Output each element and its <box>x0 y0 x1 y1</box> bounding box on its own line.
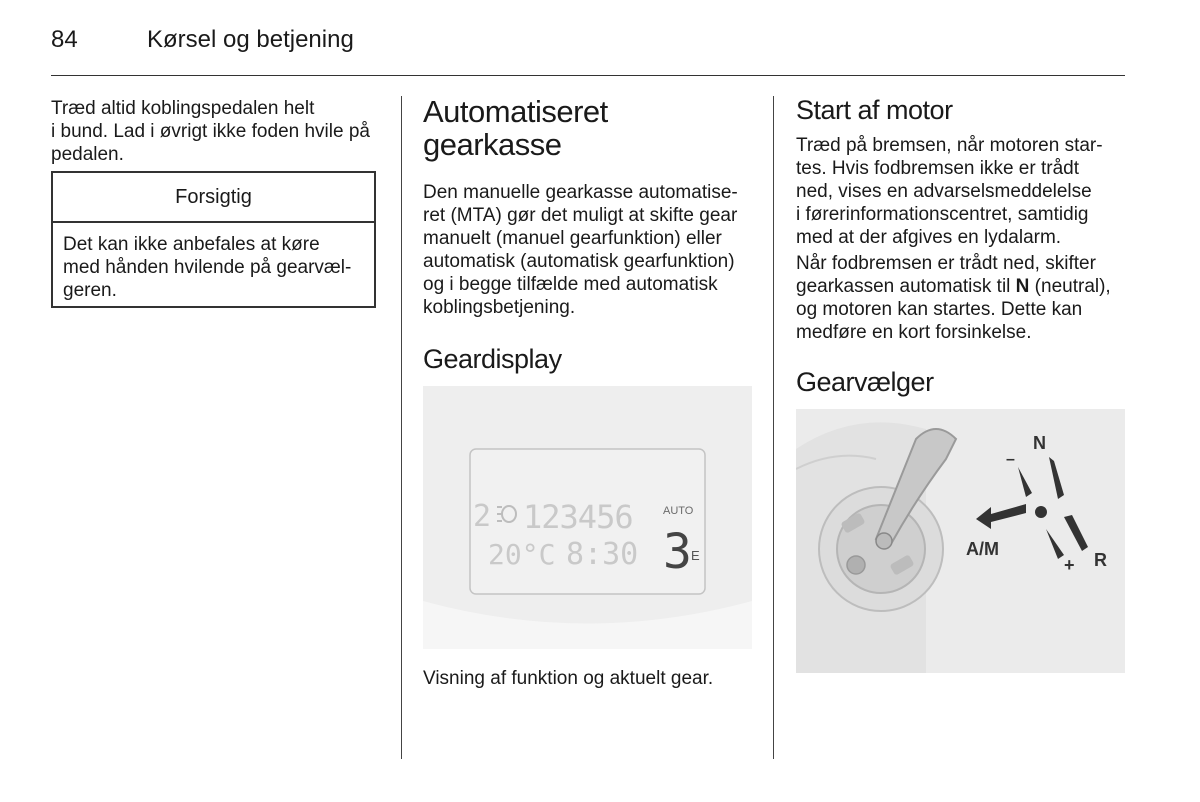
column-divider-2 <box>773 96 774 759</box>
caption-text: Visning af funktion og aktuelt gear. <box>423 668 714 689</box>
text-line: geren. <box>63 280 117 301</box>
gear-selector-illustration <box>796 409 1125 673</box>
section-heading-mta <box>423 95 763 161</box>
figure-caption <box>423 667 763 690</box>
text-line: og motoren kan startes. Dette kan <box>796 299 1083 320</box>
column-divider-1 <box>401 96 402 759</box>
gear-display-illustration <box>423 386 752 649</box>
mta-paragraph <box>423 181 763 319</box>
lcd-clock: 8:30 <box>566 537 639 572</box>
text-line: Det kan ikke anbefales at køre <box>63 234 320 255</box>
lcd-left-digit: 2 <box>473 499 492 534</box>
text-line: i bund. Lad i øvrigt ikke foden hvile på <box>51 121 370 142</box>
text-line <box>796 275 1131 298</box>
heading-text: Gearvælger <box>796 367 934 397</box>
neutral-paragraph <box>796 252 1131 344</box>
neutral-dot <box>1035 506 1047 518</box>
text-span: gearkassen automatisk til <box>796 276 1016 297</box>
lcd-gear-suffix: E <box>691 548 700 563</box>
heading-text: Geardisplay <box>423 344 562 374</box>
lcd-odometer: 123456 <box>523 498 633 536</box>
text-line: medføre en kort forsinkelse. <box>796 322 1032 343</box>
text-line: automatisk (automatisk gearfunktion) <box>423 251 735 272</box>
text-line: og i begge tilfælde med automatisk <box>423 274 718 295</box>
text-line: Den manuelle gearkasse automatise- <box>423 182 738 203</box>
heading-text: Start af motor <box>796 95 953 125</box>
lcd-gear: 3 <box>663 524 692 580</box>
caution-body <box>53 223 374 302</box>
text-line: Når fodbremsen er trådt ned, skifter <box>796 253 1096 274</box>
caution-title: Forsigtig <box>53 173 374 223</box>
text-line: med hånden hvilende på gearvæl- <box>63 257 352 278</box>
text-line: koblingsbetjening. <box>423 297 576 318</box>
caution-box <box>51 171 376 308</box>
selector-heading <box>796 367 934 398</box>
intro-paragraph <box>51 97 381 166</box>
label-n: N <box>1033 433 1046 453</box>
label-am: A/M <box>966 539 999 559</box>
start-heading <box>796 95 953 126</box>
text-line: Træd på bremsen, når motoren star- <box>796 135 1103 156</box>
heading-line: gearkasse <box>423 127 562 162</box>
start-paragraph <box>796 134 1131 249</box>
page-number: 84 <box>51 26 78 53</box>
gear-selector-figure <box>796 409 1125 673</box>
text-line: i førerinformationscentret, samtidig <box>796 204 1089 225</box>
label-minus: – <box>1006 451 1015 468</box>
text-line: Træd altid koblingspedalen helt <box>51 98 315 119</box>
heading-line: Automatiseret <box>423 94 608 129</box>
text-line: pedalen. <box>51 144 124 165</box>
text-line: med at der afgives en lydalarm. <box>796 227 1062 248</box>
label-plus: + <box>1064 555 1075 575</box>
text-line: ret (MTA) gør det muligt at skifte gear <box>423 205 738 226</box>
text-line: manuelt (manuel gearfunktion) eller <box>423 228 722 249</box>
text-span: (neutral), <box>1029 276 1111 297</box>
gear-display-figure <box>423 386 752 649</box>
label-r: R <box>1094 550 1107 570</box>
neutral-gear-label: N <box>1015 276 1030 297</box>
header-rule <box>51 75 1125 76</box>
lcd-mode: AUTO <box>663 505 694 517</box>
text-line: tes. Hvis fodbremsen ikke er trådt <box>796 158 1079 179</box>
lcd-temperature: 20°C <box>488 538 556 571</box>
geardisplay-heading <box>423 344 562 375</box>
chapter-title: Kørsel og betjening <box>147 26 354 53</box>
text-line: ned, vises en advarselsmeddelelse <box>796 181 1092 202</box>
